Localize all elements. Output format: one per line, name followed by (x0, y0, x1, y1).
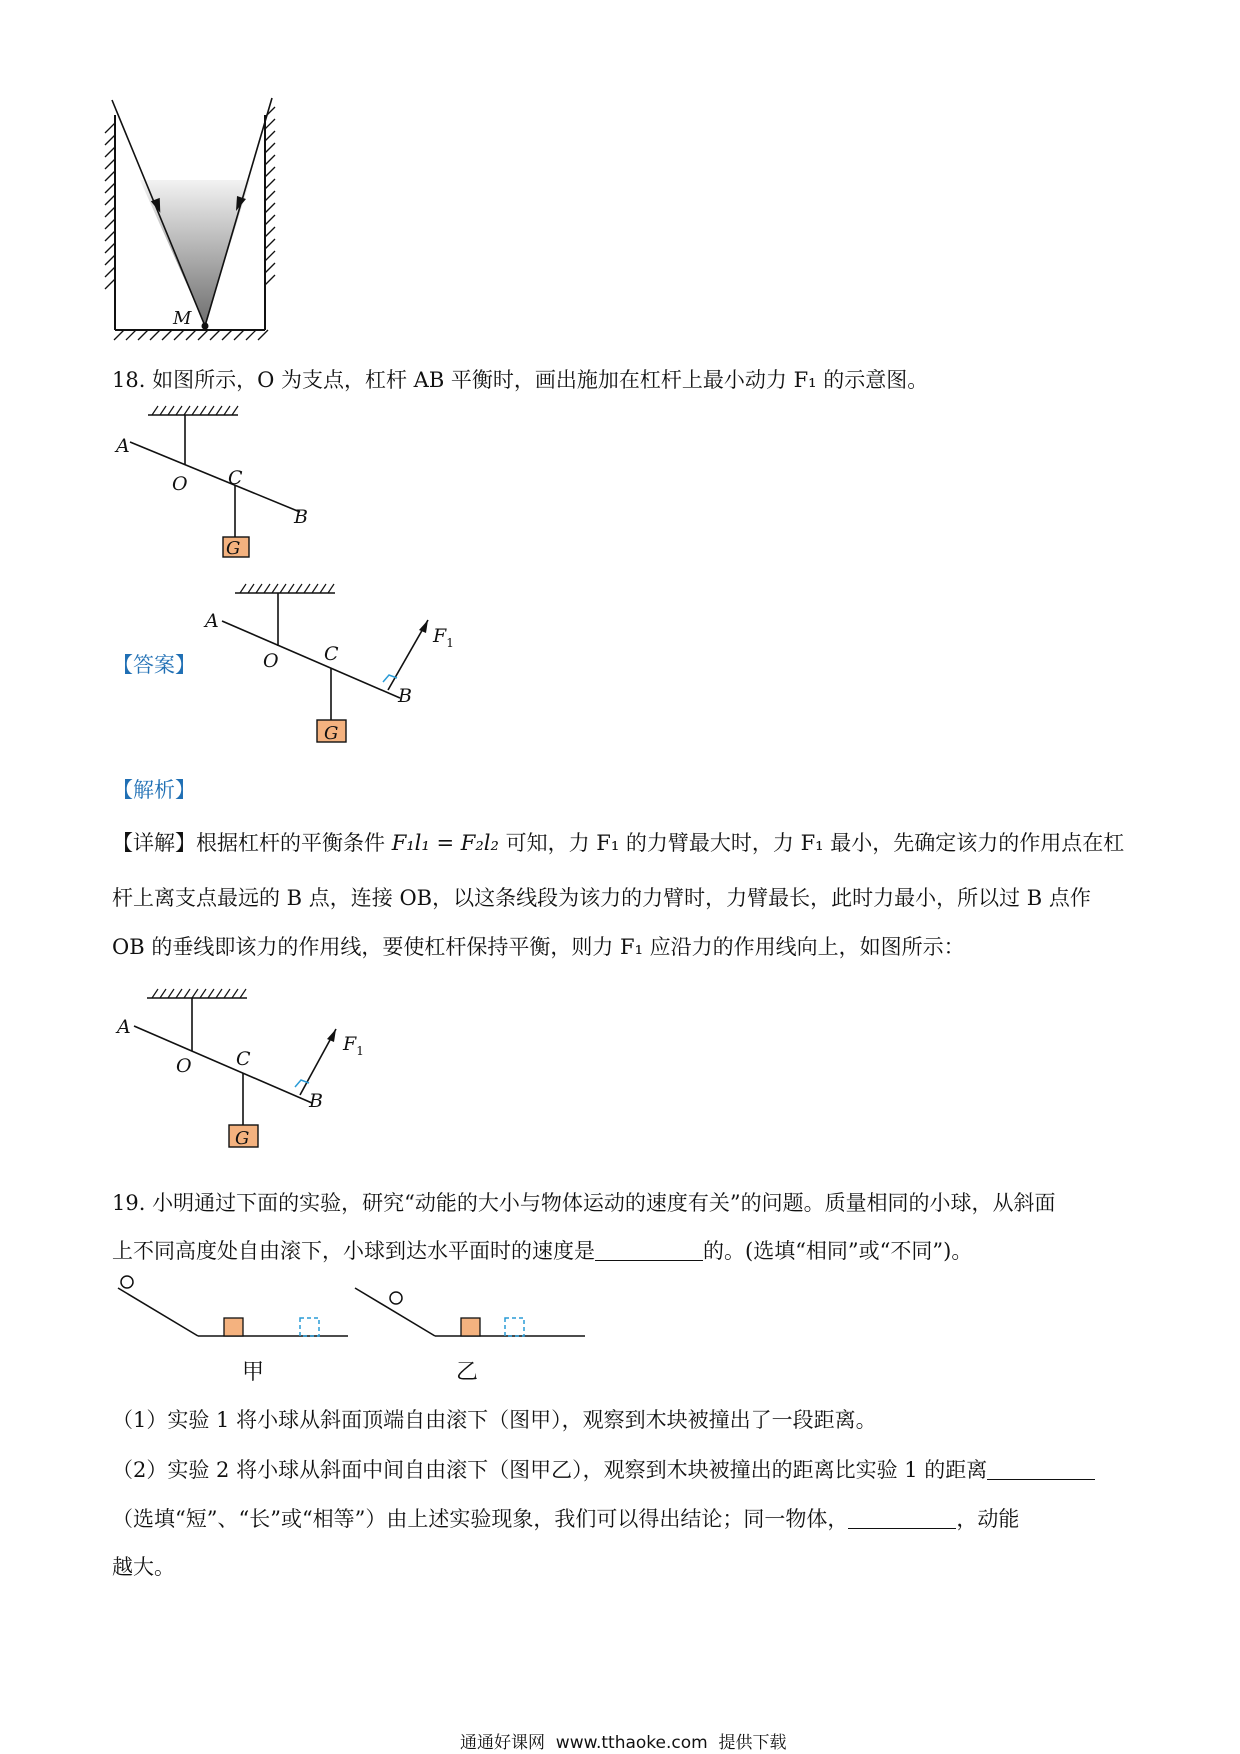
answer-weight-g-label: G (324, 723, 339, 744)
page-footer: 通通好课网 www.tthaoke.com 提供下载 (460, 1733, 787, 1753)
expl-point-a-label: A (117, 1016, 131, 1038)
q19-part-2-line-2-post: ，动能 (956, 1507, 1020, 1531)
figure-label-yi: 乙 (456, 1360, 479, 1385)
detail-line-1 (112, 833, 1124, 854)
answer-blank-2[interactable] (987, 1459, 1095, 1480)
answer-point-b-label: B (398, 685, 412, 707)
expl-point-o-label: O (176, 1055, 192, 1077)
q19-part-2-line-1 (112, 1459, 1095, 1481)
incline-figure-yi (350, 1270, 600, 1340)
answer-blank-3[interactable] (848, 1508, 956, 1529)
q18-number: 18. (112, 368, 146, 392)
detail-line-1-pre: 根据杠杆的平衡条件 (196, 831, 385, 855)
answer-point-a-label: A (205, 610, 219, 632)
expl-point-b-label: B (309, 1090, 323, 1112)
expl-force-subscript: 1 (356, 1043, 364, 1058)
detail-line-2: 杆上离支点最远的 B 点，连接 OB，以这条线段为该力的力臂时，力臂最长，此时力最小，所以过 B 点作 (112, 886, 1091, 910)
balance-formula: F₁l₁ = F₂l₂ (391, 831, 499, 855)
point-b-label: B (294, 506, 308, 528)
analysis-tag: 【解析】 (112, 778, 196, 802)
q19-part-2-line-2 (112, 1508, 1019, 1530)
q18-stem-text: 如图所示，O 为支点，杠杆 AB 平衡时，画出施加在杠杆上最小动力 F₁ 的示意图。 (152, 368, 929, 392)
incline-figure-jia (110, 1270, 360, 1340)
q19-stem-line-1 (112, 1193, 1056, 1214)
q19-part-1: （1）实验 1 将小球从斜面顶端自由滚下（图甲），观察到木块被撞出了一段距离。 (112, 1408, 877, 1432)
expl-force-f-label: F (343, 1033, 357, 1055)
answer-tag: 【答案】 (112, 653, 196, 677)
detail-line-3: OB 的垂线即该力的作用线，要使杠杆保持平衡，则力 F₁ 应沿力的作用线向上，如图所示： (112, 935, 965, 959)
point-o-label: O (172, 473, 188, 495)
expl-weight-g-label: G (235, 1128, 250, 1149)
q19-stem-line-2-post: 的。(选填“相同”或“不同”)。 (703, 1239, 973, 1263)
q19-part-2-pre: （2）实验 2 将小球从斜面中间自由滚下（图甲乙），观察到木块被撞出的距离比实验 1 的距离 (112, 1458, 988, 1482)
force-subscript: 1 (446, 635, 454, 650)
q19-part-2-line-2-pre: （选填“短”、“长”或“相等”）由上述实验现象，我们可以得出结论；同一物体， (112, 1507, 849, 1531)
lever-figure-question (110, 400, 330, 570)
answer-force-f1-label (433, 627, 454, 649)
q18-stem (112, 370, 928, 391)
weight-g-label: G (226, 538, 241, 559)
q19-stem-line-2 (112, 1240, 972, 1262)
point-m-label: M (173, 308, 192, 329)
detail-tag: 【详解】 (112, 831, 196, 855)
q19-number: 19. (112, 1191, 146, 1215)
point-a-label: A (116, 435, 130, 457)
q19-stem-line-2-pre: 上不同高度处自由滚下，小球到达水平面时的速度是 (112, 1239, 595, 1263)
force-f-label: F (433, 625, 447, 647)
figure-label-jia: 甲 (242, 1360, 265, 1385)
detail-line-1-post: 可知，力 F₁ 的力臂最大时，力 F₁ 最小，先确定该力的作用点在杠 (505, 831, 1125, 855)
point-c-label: C (228, 467, 243, 489)
q19-part-2-line-3: 越大。 (112, 1555, 175, 1579)
answer-point-o-label: O (263, 650, 279, 672)
expl-force-f1-label (343, 1035, 364, 1057)
q19-stem-text-1: 小明通过下面的实验，研究“动能的大小与物体运动的速度有关”的问题。质量相同的小球，从斜面 (152, 1191, 1056, 1215)
answer-blank-1[interactable] (595, 1240, 703, 1261)
answer-point-c-label: C (324, 643, 339, 665)
expl-point-c-label: C (236, 1048, 251, 1070)
